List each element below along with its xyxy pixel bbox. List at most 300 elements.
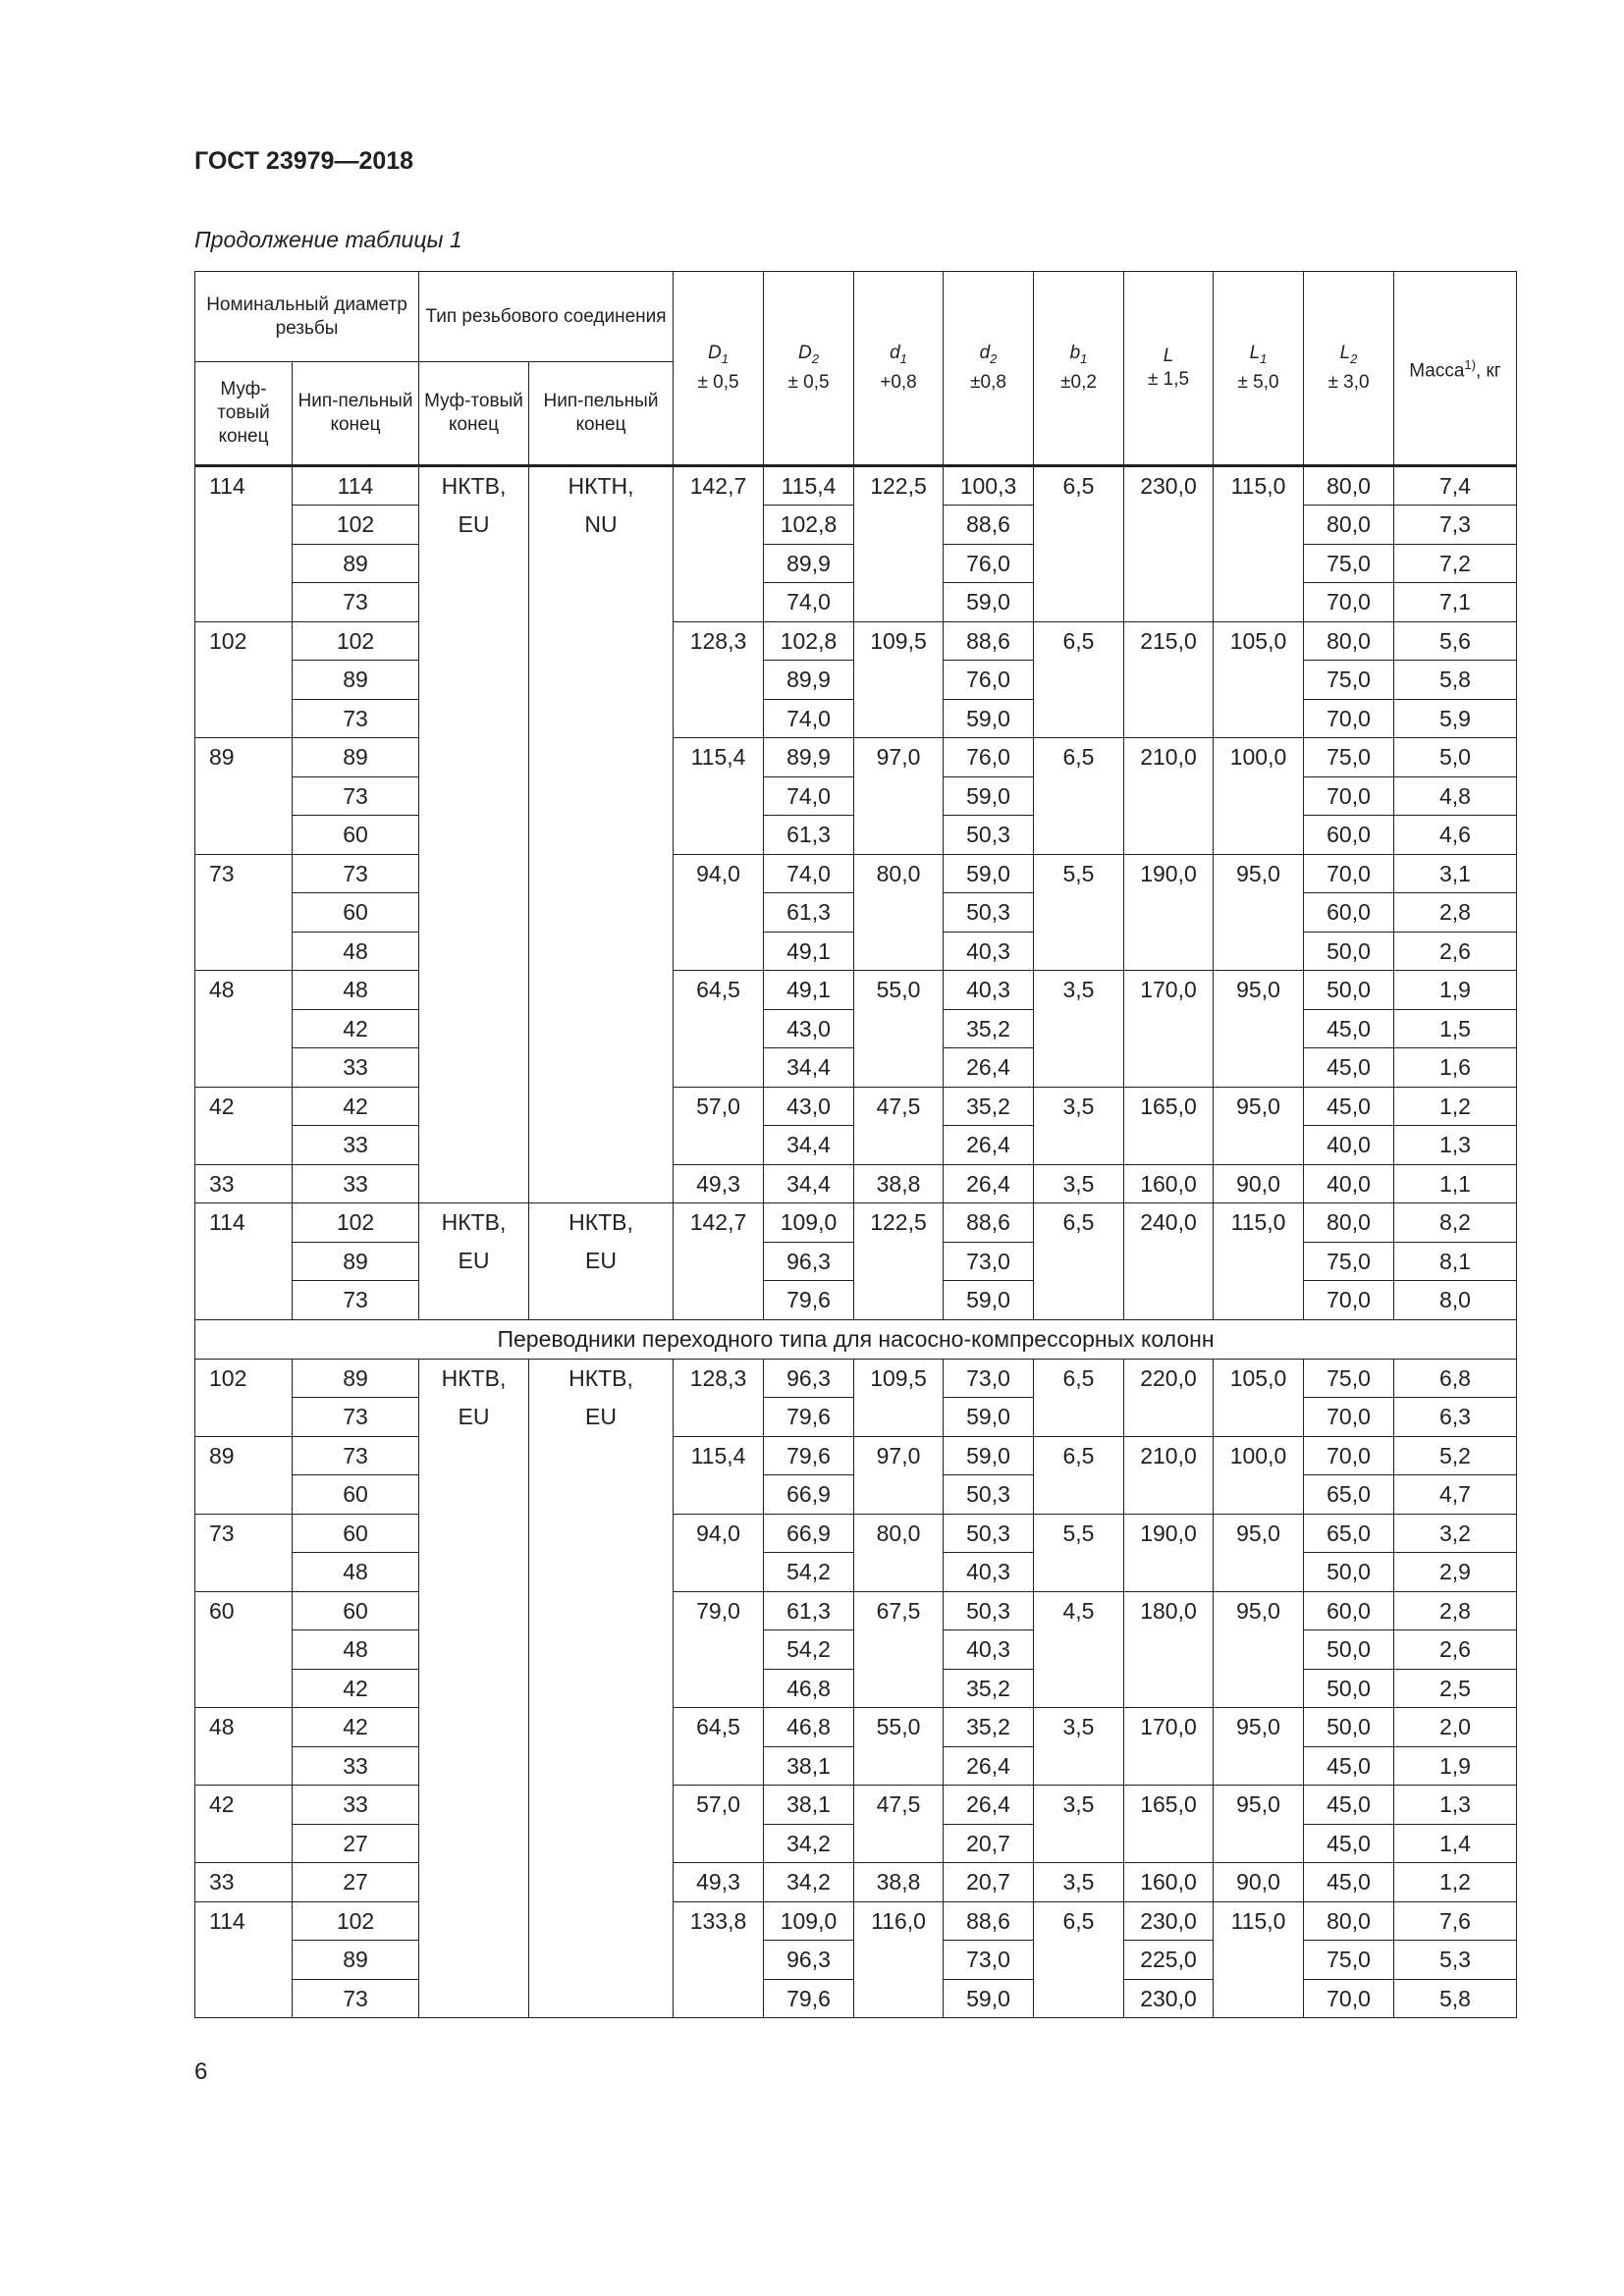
header-nipple-end-type: Нип-пельный конец (529, 362, 674, 466)
table-cell (529, 1941, 674, 1980)
table-cell: 60 (293, 816, 419, 855)
table-cell: 50,3 (944, 1591, 1034, 1630)
table-cell: 34,4 (764, 1126, 854, 1165)
table-cell: 89,9 (764, 661, 854, 700)
table-cell: 2,6 (1394, 932, 1517, 971)
table-cell: 74,0 (764, 699, 854, 738)
table-cell: 50,0 (1304, 1553, 1394, 1592)
table-cell (1214, 661, 1304, 700)
table-cell (419, 1979, 529, 2018)
table-cell: 1,4 (1394, 1824, 1517, 1863)
table-cell: 74,0 (764, 583, 854, 622)
table-cell (854, 1009, 944, 1048)
table-cell: 33 (195, 1164, 293, 1203)
table-row (195, 1048, 1517, 1088)
table-row (195, 544, 1517, 583)
table-cell (674, 583, 764, 622)
table-cell: 3,5 (1034, 1786, 1124, 1825)
table-row (195, 1398, 1517, 1437)
table-cell: 89 (293, 738, 419, 777)
table-cell (674, 1242, 764, 1281)
table-cell: 75,0 (1304, 544, 1394, 583)
table-row (195, 1126, 1517, 1165)
header-coupling-end: Муф-товый конец (195, 362, 293, 466)
table-cell (419, 738, 529, 777)
table-cell (1214, 1941, 1304, 1980)
table-cell: 27 (293, 1863, 419, 1902)
table-cell: 54,2 (764, 1553, 854, 1592)
table-cell: EU (529, 1398, 674, 1437)
table-cell: 40,0 (1304, 1164, 1394, 1203)
table-cell: 57,0 (674, 1786, 764, 1825)
table-cell (854, 816, 944, 855)
table-cell (1034, 776, 1124, 816)
table-cell: 48 (195, 1708, 293, 1747)
table-cell: 88,6 (944, 621, 1034, 661)
table-cell: 34,2 (764, 1824, 854, 1863)
table-cell: 33 (293, 1164, 419, 1203)
table-cell: 2,6 (1394, 1630, 1517, 1670)
table-cell (195, 1009, 293, 1048)
table-cell: 73 (293, 1979, 419, 2018)
table-cell (529, 932, 674, 971)
table-cell (674, 932, 764, 971)
table-cell (1214, 1630, 1304, 1670)
table-cell: 95,0 (1214, 1786, 1304, 1825)
table-cell: 48 (195, 971, 293, 1010)
header-L1: $L_1$ ± 5,0 (1214, 272, 1304, 466)
table-cell: 165,0 (1124, 1087, 1214, 1126)
header-d1: $d_1$ +0,8 (854, 272, 944, 466)
table-cell (674, 816, 764, 855)
table-cell: 1,9 (1394, 1746, 1517, 1786)
table-cell (195, 1979, 293, 2018)
table-cell (1034, 1048, 1124, 1088)
table-cell: 1,1 (1394, 1164, 1517, 1203)
table-cell (1214, 1048, 1304, 1088)
table-cell (674, 1824, 764, 1863)
table-cell (195, 1048, 293, 1088)
table-cell: 1,6 (1394, 1048, 1517, 1088)
table-cell: 40,0 (1304, 1126, 1394, 1165)
table-cell (1034, 1669, 1124, 1708)
table-cell: 89,9 (764, 738, 854, 777)
table-cell: 225,0 (1124, 1941, 1214, 1980)
table-cell: 240,0 (1124, 1203, 1214, 1243)
table-cell: 64,5 (674, 1708, 764, 1747)
table-cell (419, 1126, 529, 1165)
table-cell (419, 776, 529, 816)
table-cell (529, 1048, 674, 1088)
table-cell: 50,3 (944, 1475, 1034, 1515)
table-cell (854, 1746, 944, 1786)
table-cell: 7,3 (1394, 506, 1517, 545)
table-cell (529, 1164, 674, 1203)
table-cell: 70,0 (1304, 776, 1394, 816)
table-cell (1034, 816, 1124, 855)
table-cell: 59,0 (944, 1436, 1034, 1475)
table-cell: 109,0 (764, 1901, 854, 1941)
table-cell: 50,0 (1304, 1708, 1394, 1747)
table-cell: 42 (293, 1669, 419, 1708)
table-cell: 40,3 (944, 971, 1034, 1010)
table-cell: 5,8 (1394, 661, 1517, 700)
table-cell (529, 1824, 674, 1863)
table-cell (195, 544, 293, 583)
table-cell: 5,5 (1034, 1514, 1124, 1553)
table-cell: 61,3 (764, 1591, 854, 1630)
table-cell (1034, 1475, 1124, 1515)
table-cell (1214, 506, 1304, 545)
table-cell: 230,0 (1124, 1901, 1214, 1941)
table-cell: NU (529, 506, 674, 545)
table-cell: 75,0 (1304, 738, 1394, 777)
table-cell (529, 661, 674, 700)
table-cell (419, 1786, 529, 1825)
header-thread-type: Тип резьбового соединения (419, 272, 674, 362)
table-cell: 75,0 (1304, 1242, 1394, 1281)
table-cell: 1,2 (1394, 1087, 1517, 1126)
table-cell: 45,0 (1304, 1087, 1394, 1126)
table-cell: 42 (195, 1087, 293, 1126)
table-cell: 7,1 (1394, 583, 1517, 622)
table-row (195, 1242, 1517, 1281)
table-cell: 42 (293, 1708, 419, 1747)
table-cell (1124, 1553, 1214, 1592)
table-cell: 79,6 (764, 1281, 854, 1320)
table-cell: 5,0 (1394, 738, 1517, 777)
table-cell: 49,3 (674, 1863, 764, 1902)
table-cell (1124, 1398, 1214, 1437)
table-cell: 59,0 (944, 1979, 1034, 2018)
table-cell (529, 1786, 674, 1825)
table-cell: 128,3 (674, 1359, 764, 1398)
table-cell: 89,9 (764, 544, 854, 583)
table-cell (419, 699, 529, 738)
table-cell: 75,0 (1304, 1941, 1394, 1980)
table-cell: 73 (293, 1398, 419, 1437)
table-cell (529, 893, 674, 933)
table-cell (674, 1630, 764, 1670)
table-cell (854, 1630, 944, 1670)
table-cell (419, 971, 529, 1010)
table-row (195, 1281, 1517, 1320)
header-nipple-end: Нип-пельный конец (293, 362, 419, 466)
table-cell: НКТВ, (419, 1359, 529, 1398)
table-row (195, 1863, 1517, 1902)
table-cell: 6,5 (1034, 738, 1124, 777)
table-cell: 66,9 (764, 1475, 854, 1515)
table-cell: 60,0 (1304, 893, 1394, 933)
table-cell: 115,0 (1214, 1203, 1304, 1243)
table-cell: 33 (293, 1746, 419, 1786)
table-cell (419, 854, 529, 893)
table-cell (854, 544, 944, 583)
table-cell (1124, 1242, 1214, 1281)
table-cell: 73 (293, 1436, 419, 1475)
table-cell (1214, 583, 1304, 622)
table-cell: 114 (195, 1901, 293, 1941)
table-cell (195, 1126, 293, 1165)
table-cell: 45,0 (1304, 1048, 1394, 1088)
table-cell (419, 1901, 529, 1941)
table-cell (419, 1281, 529, 1320)
table-cell: 95,0 (1214, 1591, 1304, 1630)
table-cell: EU (419, 1398, 529, 1437)
table-cell (854, 1475, 944, 1515)
table-cell (1124, 506, 1214, 545)
table-cell: 105,0 (1214, 621, 1304, 661)
table-cell: 26,4 (944, 1746, 1034, 1786)
table-cell (419, 621, 529, 661)
table-cell (1124, 932, 1214, 971)
page-number: 6 (194, 2058, 208, 2085)
table-cell (419, 1475, 529, 1515)
table-cell: 7,2 (1394, 544, 1517, 583)
table-cell (674, 544, 764, 583)
table-cell: 70,0 (1304, 699, 1394, 738)
table-cell: 33 (293, 1786, 419, 1825)
table-cell: 122,5 (854, 466, 944, 506)
table-cell (1124, 661, 1214, 700)
table-cell: 46,8 (764, 1669, 854, 1708)
table-cell: 1,9 (1394, 971, 1517, 1010)
table-cell (1034, 661, 1124, 700)
table-row (195, 1514, 1517, 1553)
table-cell: 26,4 (944, 1126, 1034, 1165)
table-cell: 3,5 (1034, 971, 1124, 1010)
table-cell (1124, 1630, 1214, 1670)
table-cell (529, 738, 674, 777)
table-cell: 80,0 (1304, 621, 1394, 661)
table-cell: 115,4 (674, 738, 764, 777)
table-cell (529, 1669, 674, 1708)
table-cell (674, 661, 764, 700)
table-cell: 89 (293, 1941, 419, 1980)
table-cell (1214, 1824, 1304, 1863)
table-cell: 116,0 (854, 1901, 944, 1941)
table-cell: 43,0 (764, 1009, 854, 1048)
table-cell (674, 699, 764, 738)
table-cell: 6,5 (1034, 1359, 1124, 1398)
table-cell: 80,0 (1304, 506, 1394, 545)
table-cell (1214, 1126, 1304, 1165)
table-cell: 89 (195, 1436, 293, 1475)
table-cell (419, 1048, 529, 1088)
table-cell: 20,7 (944, 1824, 1034, 1863)
table-cell: 80,0 (1304, 1901, 1394, 1941)
table-cell (1034, 1281, 1124, 1320)
table-cell: НКТВ, (529, 1203, 674, 1243)
table-cell: 89 (293, 1359, 419, 1398)
table-cell: 73 (195, 854, 293, 893)
table-row (195, 621, 1517, 661)
table-cell (1034, 1746, 1124, 1786)
table-cell: 49,1 (764, 932, 854, 971)
table-cell: 6,3 (1394, 1398, 1517, 1437)
table-cell (1124, 1126, 1214, 1165)
table-cell (674, 1281, 764, 1320)
table-cell (529, 1979, 674, 2018)
table-cell (419, 893, 529, 933)
table-cell: 5,8 (1394, 1979, 1517, 2018)
table-cell: 57,0 (674, 1087, 764, 1126)
table-cell (854, 1398, 944, 1437)
table-cell: 6,5 (1034, 1203, 1124, 1243)
table-cell (419, 1630, 529, 1670)
header-L2: $L_2$ ± 3,0 (1304, 272, 1394, 466)
table-row (195, 776, 1517, 816)
table-cell (195, 932, 293, 971)
table-cell: 97,0 (854, 738, 944, 777)
header-D1: $D_1$ ± 0,5 (674, 272, 764, 466)
table-cell: 42 (195, 1786, 293, 1825)
table-cell (529, 1475, 674, 1515)
table-cell (529, 1514, 674, 1553)
table-cell: 61,3 (764, 816, 854, 855)
table-cell: 102 (293, 1203, 419, 1243)
table-cell: 8,1 (1394, 1242, 1517, 1281)
table-cell: 38,1 (764, 1786, 854, 1825)
table-cell: 95,0 (1214, 1514, 1304, 1553)
table-row (195, 1630, 1517, 1670)
table-cell: 59,0 (944, 776, 1034, 816)
table-cell: 50,0 (1304, 1669, 1394, 1708)
table-cell: 60 (293, 1591, 419, 1630)
table-row (195, 1475, 1517, 1515)
table-cell: 100,0 (1214, 1436, 1304, 1475)
table-cell: 59,0 (944, 854, 1034, 893)
table-cell (419, 932, 529, 971)
table-cell (674, 1009, 764, 1048)
table-cell: НКТВ, (419, 466, 529, 506)
table-cell: 90,0 (1214, 1164, 1304, 1203)
table-cell: 4,8 (1394, 776, 1517, 816)
table-cell: 75,0 (1304, 1359, 1394, 1398)
table-cell: 47,5 (854, 1087, 944, 1126)
table-row (195, 1203, 1517, 1243)
table-cell (1034, 583, 1124, 622)
table-cell (1124, 583, 1214, 622)
table-cell (854, 1669, 944, 1708)
table-cell (1034, 1630, 1124, 1670)
table-cell (529, 854, 674, 893)
table-cell: 33 (293, 1126, 419, 1165)
table-cell: 180,0 (1124, 1591, 1214, 1630)
table-row (195, 1786, 1517, 1825)
table-row (195, 1669, 1517, 1708)
table-cell (854, 1281, 944, 1320)
table-cell: 4,5 (1034, 1591, 1124, 1630)
document-header: ГОСТ 23979—2018 (194, 147, 414, 175)
table-row (195, 1941, 1517, 1980)
table-cell: 102,8 (764, 621, 854, 661)
table-cell: 73,0 (944, 1941, 1034, 1980)
table-cell (1124, 1009, 1214, 1048)
table-cell (419, 1553, 529, 1592)
table-cell: EU (419, 1242, 529, 1281)
table-cell (1124, 893, 1214, 933)
table-cell (195, 1398, 293, 1437)
table-cell (1034, 1126, 1124, 1165)
table-cell: 35,2 (944, 1009, 1034, 1048)
table-cell (1214, 1398, 1304, 1437)
table-cell: 142,7 (674, 1203, 764, 1243)
table-cell: 64,5 (674, 971, 764, 1010)
table-cell (529, 776, 674, 816)
table-cell: НКТВ, (419, 1203, 529, 1243)
table-row (195, 893, 1517, 933)
table-cell: 59,0 (944, 1398, 1034, 1437)
table-cell (529, 544, 674, 583)
table-cell: 97,0 (854, 1436, 944, 1475)
table-cell: 94,0 (674, 854, 764, 893)
table-cell: 60,0 (1304, 1591, 1394, 1630)
table-cell (419, 1746, 529, 1786)
table-cell: 3,5 (1034, 1087, 1124, 1126)
table-cell: 95,0 (1214, 971, 1304, 1010)
table-cell (1214, 816, 1304, 855)
table-cell: 114 (195, 1203, 293, 1243)
table-cell: 3,2 (1394, 1514, 1517, 1553)
table-cell: 48 (293, 1553, 419, 1592)
table-cell: 74,0 (764, 776, 854, 816)
table-cell (1034, 1398, 1124, 1437)
table-row (195, 932, 1517, 971)
header-nominal-diameter: Номинальный диаметр резьбы (195, 272, 419, 362)
table-cell: 73 (293, 699, 419, 738)
table-cell (195, 1824, 293, 1863)
table-cell: 6,5 (1034, 1436, 1124, 1475)
table-cell: 33 (293, 1048, 419, 1088)
table-cell: 5,2 (1394, 1436, 1517, 1475)
table-cell (674, 506, 764, 545)
table-cell (529, 1281, 674, 1320)
table-cell: 76,0 (944, 544, 1034, 583)
table-cell: 50,0 (1304, 971, 1394, 1010)
table-cell: 215,0 (1124, 621, 1214, 661)
table-cell: 4,7 (1394, 1475, 1517, 1515)
table-cell: 38,8 (854, 1164, 944, 1203)
table-row (195, 1901, 1517, 1941)
table-cell (1214, 1669, 1304, 1708)
table-cell (529, 1009, 674, 1048)
table-cell: 6,5 (1034, 621, 1124, 661)
table-cell: 96,3 (764, 1242, 854, 1281)
table-cell: 79,6 (764, 1436, 854, 1475)
table-cell (854, 893, 944, 933)
table-cell: 79,0 (674, 1591, 764, 1630)
table-cell: 70,0 (1304, 1398, 1394, 1437)
table-cell: 38,8 (854, 1863, 944, 1902)
table-row (195, 466, 1517, 506)
table-cell: 115,4 (764, 466, 854, 506)
table-cell: 102 (195, 621, 293, 661)
dimensions-table (194, 271, 1517, 2018)
table-cell (854, 699, 944, 738)
table-cell (529, 1708, 674, 1747)
table-cell: 89 (293, 661, 419, 700)
table-cell (674, 1398, 764, 1437)
table-cell (1034, 699, 1124, 738)
table-cell (854, 1979, 944, 2018)
table-cell (1214, 1242, 1304, 1281)
table-cell: 102 (293, 621, 419, 661)
table-row (195, 1164, 1517, 1203)
table-cell (529, 1901, 674, 1941)
table-cell (195, 1941, 293, 1980)
table-cell (419, 1941, 529, 1980)
